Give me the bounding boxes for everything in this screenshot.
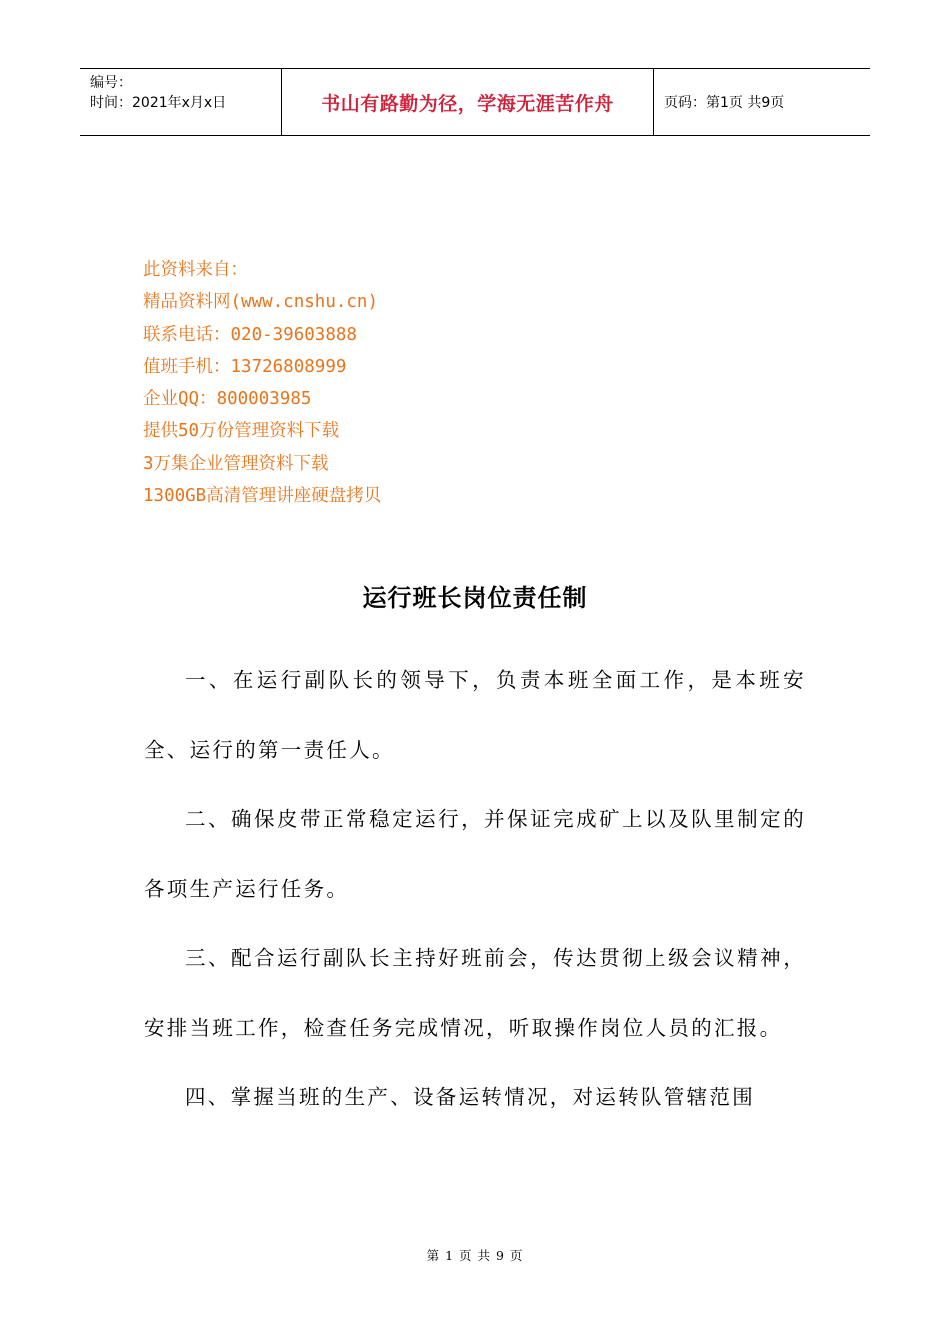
source-offer-line-1: 提供50万份管理资料下载 (143, 421, 340, 442)
header-meta-cell (80, 69, 281, 135)
page-header-table (80, 68, 870, 136)
paragraph-3: 三、配合运行副队长主持好班前会，传达贯彻上级会议精神，安排当班工作，检查任务完成情况，听取操作岗位人员的汇报。 (144, 946, 806, 1040)
paragraph-4: 四、掌握当班的生产、设备运转情况，对运转队管辖范围 (185, 1085, 755, 1109)
source-offer-line-3: 1300GB高清管理讲座硬盘拷贝 (143, 486, 382, 507)
page-footer: 第 1 页 共 9 页 (426, 1248, 524, 1263)
source-info-block (143, 254, 381, 512)
paragraph-1: 一、在运行副队长的领导下，负责本班全面工作，是本班安全、运行的第一责任人。 (144, 668, 806, 762)
header-page-cell (654, 69, 870, 135)
paragraph-2: 二、确保皮带正常稳定运行，并保证完成矿上以及队里制定的各项生产运行任务。 (144, 807, 806, 901)
header-motto: 书山有路勤为径，学海无涯苦作舟 (321, 92, 614, 115)
document-body (144, 646, 806, 1133)
source-phone-line: 联系电话：020-39603888 (143, 324, 357, 345)
source-intro-line: 此资料来自： (143, 260, 248, 280)
document-title: 运行班长岗位责任制 (362, 584, 588, 612)
document-number-label: 编号： (90, 75, 132, 91)
source-website-line: 精品资料网(www.cnshu.cn) (143, 292, 379, 313)
header-page-number: 页码：第1页 共9页 (664, 95, 785, 111)
source-mobile-line: 值班手机：13726808999 (143, 356, 347, 377)
header-motto-cell (281, 69, 654, 135)
source-offer-line-2: 3万集企业管理资料下载 (143, 453, 329, 474)
source-qq-line: 企业QQ：800003985 (143, 389, 312, 410)
document-date-label: 时间：2021年x月x日 (90, 95, 227, 111)
